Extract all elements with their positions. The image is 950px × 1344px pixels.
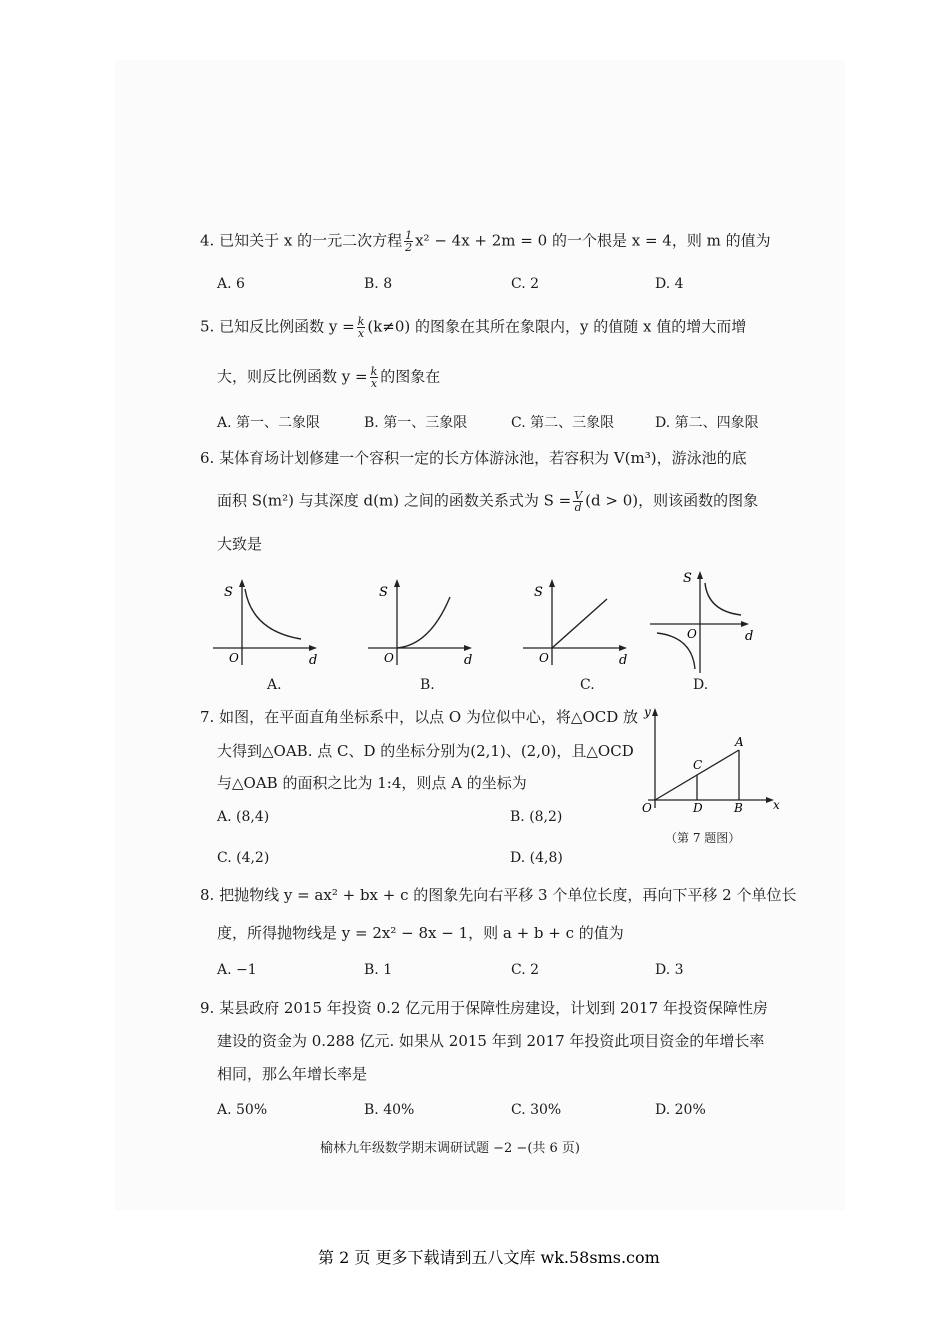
y-label: y (644, 705, 651, 719)
q4-frac-den: 2 (405, 241, 413, 254)
q9-option-c[interactable]: C. 30% (511, 1102, 562, 1118)
q5-fraction-2 (370, 366, 379, 389)
q5-line2-post: 的图象在 (380, 367, 441, 386)
q4-stem-post: x² − 4x + 2m = 0 的一个根是 x = 4，则 m 的值为 (415, 231, 771, 250)
q8-option-c[interactable]: C. 2 (511, 962, 540, 978)
q6-line2-post: (d > 0)，则该函数的图象 (585, 491, 759, 510)
x-arrow-icon (309, 645, 317, 651)
s-label: S (683, 571, 692, 586)
q6-stem-line2 (217, 490, 758, 513)
q5-frac-den-2: x (370, 377, 378, 390)
q5-option-b[interactable]: B. 第一、三象限 (364, 415, 468, 431)
q4-option-b[interactable]: B. 8 (364, 276, 393, 292)
q4-frac-num: 1 (405, 229, 413, 242)
d-label: d (464, 653, 473, 668)
q9-option-a[interactable]: A. 50% (217, 1102, 268, 1118)
q6-graph-c (515, 575, 635, 670)
q6-graph-d (645, 565, 760, 675)
q6-frac-num: V (574, 489, 583, 502)
q7-figure (635, 700, 785, 830)
q6-stem-line1: 6. 某体育场计划修建一个容积一定的长方体游泳池，若容积为 V(m³)，游泳池的底 (200, 449, 747, 467)
q6-option-b[interactable]: B. (420, 677, 435, 693)
d-label: d (309, 653, 318, 668)
q8-option-b[interactable]: B. 1 (364, 962, 393, 978)
s-label: S (379, 585, 388, 600)
q9-stem-line2: 建设的资金为 0.288 亿元. 如果从 2015 年到 2017 年投资此项目资金的年增长率 (217, 1032, 765, 1050)
q7-figure-caption: （第 7 题图） (665, 831, 741, 845)
q9-option-d[interactable]: D. 20% (655, 1102, 706, 1118)
q6-fraction (573, 490, 583, 513)
d-label: d (619, 653, 628, 668)
x-arrow-icon (619, 645, 627, 651)
q6-stem-line3: 大致是 (217, 535, 263, 553)
q7-stem-line2: 大得到△OAB. 点 C、D 的坐标分别为(2,1)、(2,0)，且△OCD (217, 742, 634, 760)
q9-stem-line3: 相同，那么年增长率是 (217, 1065, 368, 1083)
origin-label: O (539, 651, 549, 665)
point-d-label: D (693, 801, 703, 815)
curve (397, 597, 450, 648)
q5-option-c[interactable]: C. 第二、三象限 (511, 415, 615, 431)
x-arrow-icon (741, 621, 749, 627)
q8-option-d[interactable]: D. 3 (655, 962, 684, 978)
q7-option-b[interactable]: B. (8,2) (510, 809, 563, 825)
q4-fraction (404, 230, 413, 253)
y-arrow-icon (239, 579, 245, 587)
s-label: S (224, 585, 233, 600)
q7-stem-line3: 与△OAB 的面积之比为 1:4，则点 A 的坐标为 (217, 774, 527, 792)
x-arrow-icon (464, 645, 472, 651)
q5-option-d[interactable]: D. 第二、四象限 (655, 415, 759, 431)
q7-option-d[interactable]: D. (4,8) (510, 850, 563, 866)
curve (245, 589, 301, 639)
q8-stem-line1: 8. 把抛物线 y = ax² + bx + c 的图象先向右平移 3 个单位长度，再向下平移 2 个单位长 (200, 886, 797, 904)
q6-option-d[interactable]: D. (693, 677, 709, 693)
q5-stem-line2 (217, 366, 440, 389)
q4-option-c[interactable]: C. 2 (511, 276, 540, 292)
q5-stem-pre: 5. 已知反比例函数 y = (200, 317, 355, 336)
line (552, 599, 607, 648)
s-label: S (534, 585, 543, 600)
q5-line2-pre: 大，则反比例函数 y = (217, 367, 368, 386)
y-arrow-icon (394, 579, 400, 587)
q6-graph-a (205, 575, 325, 670)
q6-graph-b (360, 575, 480, 670)
q7-option-a[interactable]: A. (8,4) (217, 809, 270, 825)
q4-option-a[interactable]: A. 6 (217, 276, 245, 292)
q9-stem-line1: 9. 某县政府 2015 年投资 0.2 亿元用于保障性房建设，计划到 2017 年投资保障性房 (200, 999, 768, 1017)
origin-label: O (687, 627, 697, 641)
y-arrow-icon (652, 708, 658, 716)
q9-option-b[interactable]: B. 40% (364, 1102, 415, 1118)
q6-frac-den: d (574, 501, 582, 514)
page-footer: 榆林九年级数学期末调研试题 −2 −(共 6 页) (320, 1141, 581, 1156)
q6-option-a[interactable]: A. (267, 677, 282, 693)
x-label: x (773, 798, 780, 812)
q5-option-a[interactable]: A. 第一、二象限 (217, 415, 321, 431)
y-arrow-icon (549, 579, 555, 587)
q4-stem-pre: 4. 已知关于 x 的一元二次方程 (200, 231, 403, 250)
q5-frac-num-1: k (357, 315, 365, 328)
origin-label: O (229, 651, 239, 665)
source-line: 第 2 页 更多下载请到五八文库 wk.58sms.com (318, 1248, 660, 1267)
q8-option-a[interactable]: A. −1 (217, 962, 257, 978)
point-o-label: O (642, 801, 652, 815)
q7-option-c[interactable]: C. (4,2) (217, 850, 270, 866)
q6-option-c[interactable]: C. (580, 677, 595, 693)
q6-line2-pre: 面积 S(m²) 与其深度 d(m) 之间的函数关系式为 S = (217, 491, 572, 510)
point-a-label: A (735, 735, 744, 749)
q4-option-d[interactable]: D. 4 (655, 276, 684, 292)
q5-stem-post: (k≠0) 的图象在其所在象限内，y 的值随 x 值的增大而增 (367, 317, 747, 336)
origin-label: O (384, 651, 394, 665)
q5-frac-den-1: x (357, 327, 365, 340)
y-arrow-icon (697, 571, 703, 579)
q4-stem (200, 230, 771, 253)
q7-stem-line1: 7. 如图，在平面直角坐标系中，以点 O 为位似中心，将△OCD 放 (200, 708, 639, 726)
q8-stem-line2: 度，所得抛物线是 y = 2x² − 8x − 1，则 a + b + c 的值为 (217, 924, 624, 942)
point-c-label: C (693, 758, 703, 772)
curve-q1 (705, 583, 741, 615)
q5-fraction-1 (357, 316, 366, 339)
q5-stem-line1 (200, 316, 746, 339)
q5-frac-num-2: k (370, 365, 378, 378)
point-b-label: B (734, 801, 743, 815)
d-label: d (745, 629, 754, 644)
